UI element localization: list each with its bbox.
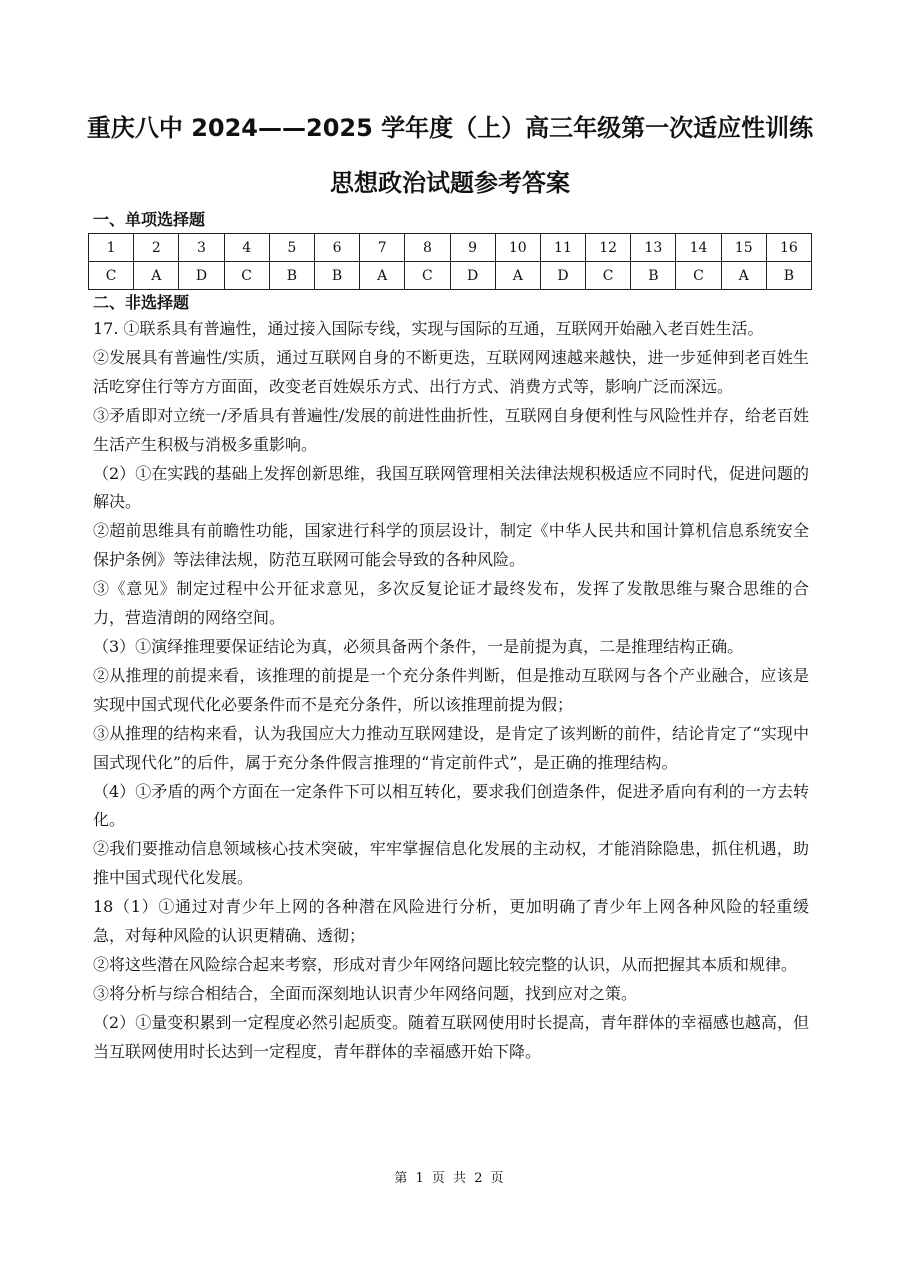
answer-letter: D — [179, 262, 224, 290]
question-number: 6 — [314, 234, 359, 262]
answer-paragraph: ③将分析与综合相结合，全面而深刻地认识青少年网络问题，找到应对之策。 — [93, 983, 638, 1003]
question-number: 7 — [360, 234, 405, 262]
answer-letter: A — [721, 262, 766, 290]
document-title: 重庆八中 2024——2025 学年度（上）高三年级第一次适应性训练 — [86, 114, 814, 142]
question-number: 11 — [540, 234, 585, 262]
question-number: 14 — [676, 234, 721, 262]
answer-paragraph: ③从推理的结构来看，认为我国应大力推动互联网建设，是肯定了该判断的前件，结论肯定了“实现中国式现代化”的后件，属于充分条件假言推理的“肯定前件式”，是正确的推理结构。 — [93, 723, 809, 772]
page-footer: 第 1 页 共 2 页 — [394, 1171, 506, 1186]
question-number: 12 — [586, 234, 631, 262]
answer-paragraph: （2）①量变积累到一定程度必然引起质变。随着互联网使用时长提高，青年群体的幸福感也越高，但当互联网使用时长达到一定程度，青年群体的幸福感开始下降。 — [93, 1012, 809, 1061]
answer-letter: D — [540, 262, 585, 290]
answer-paragraph: ②发展具有普遍性/实质，通过互联网自身的不断更迭，互联网网速越来越快，进一步延伸到老百姓生活吃穿住行等方方面面，改变老百姓娱乐方式、出行方式、消费方式等，影响广泛而深远。 — [93, 347, 809, 396]
question-number: 1 — [89, 234, 134, 262]
answer-letter: C — [405, 262, 450, 290]
document-subtitle: 思想政治试题参考答案 — [330, 169, 570, 197]
question-number: 4 — [224, 234, 269, 262]
section-heading-single-choice: 一、单项选择题 — [93, 210, 206, 229]
question-number: 8 — [405, 234, 450, 262]
answer-paragraph: ③《意见》制定过程中公开征求意见，多次反复论证才最终发布，发挥了发散思维与聚合思维的合力，营造清朗的网络空间。 — [93, 579, 809, 628]
answer-table — [88, 233, 812, 290]
answer-letter: B — [631, 262, 676, 290]
answer-letter: B — [269, 262, 314, 290]
answer-letter: A — [134, 262, 179, 290]
answer-body — [93, 315, 809, 1067]
section-heading-non-choice: 二、非选择题 — [93, 293, 190, 312]
answer-paragraph: ②从推理的前提来看，该推理的前提是一个充分条件判断，但是推动互联网与各个产业融合，应该是实现中国式现代化必要条件而不是充分条件，所以该推理前提为假； — [93, 665, 809, 714]
answer-letter: C — [89, 262, 134, 290]
answer-table-answer-row — [89, 262, 812, 290]
answer-paragraph: ③矛盾即对立统一/矛盾具有普遍性/发展的前进性曲折性，互联网自身便利性与风险性并存，给老百姓生活产生积极与消极多重影响。 — [93, 405, 809, 454]
question-number: 9 — [450, 234, 495, 262]
question-number: 5 — [269, 234, 314, 262]
question-number: 10 — [495, 234, 540, 262]
answer-paragraph: ②超前思维具有前瞻性功能，国家进行科学的顶层设计，制定《中华人民共和国计算机信息系统安全保护条例》等法律法规，防范互联网可能会导致的各种风险。 — [93, 521, 809, 570]
answer-paragraph: （4）①矛盾的两个方面在一定条件下可以相互转化，要求我们创造条件，促进矛盾向有利的一方去转化。 — [93, 781, 809, 830]
answer-letter: A — [495, 262, 540, 290]
answer-letter: D — [450, 262, 495, 290]
answer-table-number-row — [89, 234, 812, 262]
answer-paragraph: （2）①在实践的基础上发挥创新思维，我国互联网管理相关法律法规积极适应不同时代，促进问题的解决。 — [93, 463, 809, 512]
answer-paragraph: 18（1）①通过对青少年上网的各种潜在风险进行分析，更加明确了青少年上网各种风险的轻重缓急，对每种风险的认识更精确、透彻； — [93, 897, 809, 946]
question-number: 15 — [721, 234, 766, 262]
answer-paragraph: ②将这些潜在风险综合起来考察，形成对青少年网络问题比较完整的认识，从而把握其本质和规律。 — [93, 954, 798, 974]
question-number: 13 — [631, 234, 676, 262]
answer-letter: A — [360, 262, 405, 290]
question-number: 2 — [134, 234, 179, 262]
answer-letter: C — [586, 262, 631, 290]
answer-paragraph: ②我们要推动信息领域核心技术突破，牢牢掌握信息化发展的主动权，才能消除隐患，抓住机遇，助推中国式现代化发展。 — [93, 839, 809, 888]
question-number: 16 — [766, 234, 811, 262]
answer-letter: B — [314, 262, 359, 290]
answer-letter: B — [766, 262, 811, 290]
question-number: 3 — [179, 234, 224, 262]
answer-paragraph: 17. ①联系具有普遍性，通过接入国际专线，实现与国际的互通，互联网开始融入老百姓生活。 — [93, 319, 764, 338]
answer-letter: C — [676, 262, 721, 290]
answer-letter: C — [224, 262, 269, 290]
answer-paragraph: （3）①演绎推理要保证结论为真，必须具备两个条件，一是前提为真，二是推理结构正确。 — [93, 636, 744, 656]
